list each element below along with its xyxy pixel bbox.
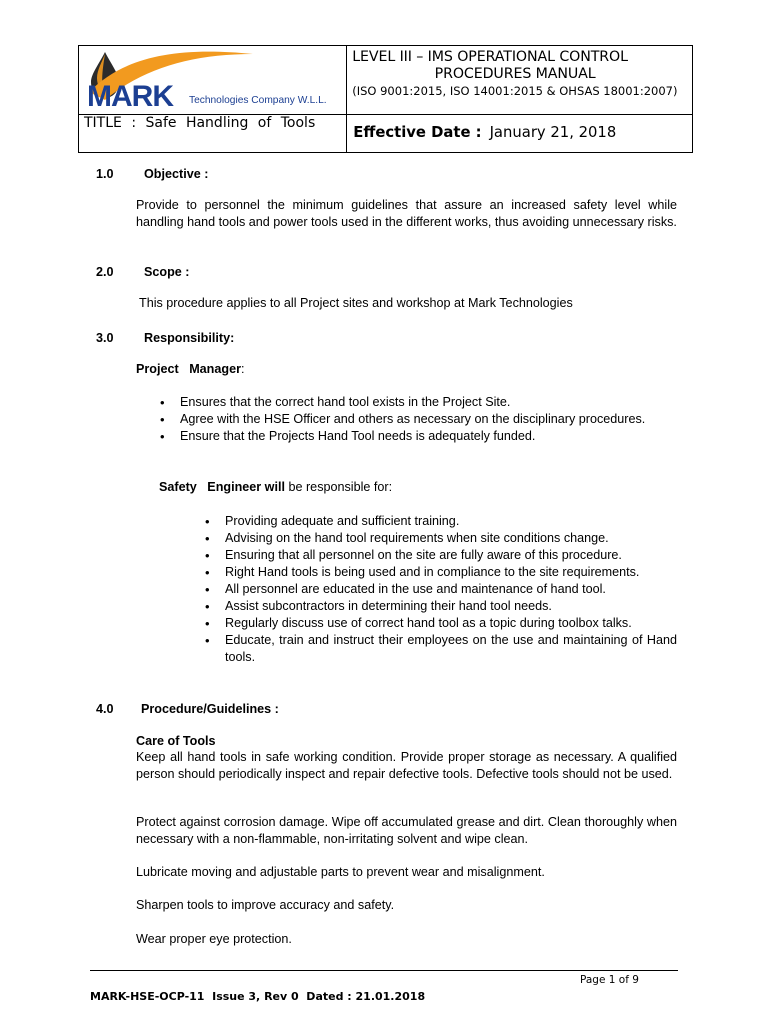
safety-engineer-duties <box>202 513 677 666</box>
document-header-table <box>78 45 693 153</box>
effective-date-label: Effective Date : <box>353 124 482 141</box>
section-title: Responsibility: <box>144 331 235 345</box>
list-item: • Educate, train and instruct their employees on the use and maintaining of Hand tools. <box>202 632 677 666</box>
manual-title-cell <box>347 46 693 115</box>
section-objective-heading <box>96 166 208 183</box>
care-paragraph-1: Keep all hand tools in safe working condition. Provide proper storage as necessary. A qualified person should periodically inspect and repair defective tools. Defective tools should not be used. <box>136 750 677 781</box>
list-item: • Agree with the HSE Officer and others as necessary on the disciplinary procedures. <box>157 411 677 428</box>
footer-divider <box>90 970 678 971</box>
project-manager-duties <box>157 394 677 445</box>
section-procedure-heading <box>96 701 279 718</box>
effective-date-value: January 21, 2018 <box>489 124 617 141</box>
list-item: • All personnel are educated in the use and maintenance of hand tool. <box>202 581 677 598</box>
page-number: Page 1 of 9 <box>580 974 639 986</box>
care-paragraph-4: Sharpen tools to improve accuracy and safety. <box>136 898 395 912</box>
section-number: 4.0 <box>96 702 114 716</box>
section-responsibility-heading <box>96 330 234 347</box>
care-paragraph-3: Lubricate moving and adjustable parts to prevent wear and misalignment. <box>136 865 545 879</box>
safety-engineer-label: Safety Engineer will be responsible for: <box>159 480 393 494</box>
iso-standards: (ISO 9001:2015, ISO 14001:2015 & OHSAS 18001:2007) <box>352 84 678 98</box>
section-title: Objective : <box>144 167 209 181</box>
list-item: • Ensures that the correct hand tool exists in the Project Site. <box>157 394 677 411</box>
section-number: 2.0 <box>96 265 114 279</box>
list-item: • Regularly discuss use of correct hand tool as a topic during toolbox talks. <box>202 615 677 632</box>
document-reference: MARK-HSE-OCP-11 Issue 3, Rev 0 Dated : 21.01.2018 <box>90 990 426 1003</box>
title-cell <box>79 115 347 153</box>
care-of-tools-title: Care of Tools <box>136 734 216 748</box>
section-number: 1.0 <box>96 167 114 181</box>
section-title: Procedure/Guidelines : <box>141 702 279 716</box>
procedure-title: TITLE : Safe Handling of Tools <box>84 115 316 131</box>
section-scope-heading <box>96 264 190 281</box>
scope-text: This procedure applies to all Project sites and workshop at Mark Technologies <box>139 296 573 310</box>
manual-level-line2: PROCEDURES MANUAL <box>434 66 596 82</box>
company-name: Technologies Company W.L.L. <box>189 95 327 106</box>
effective-date-cell <box>347 115 693 153</box>
logo-wordmark: MARK <box>87 80 173 112</box>
manual-level-line1: LEVEL III – IMS OPERATIONAL CONTROL <box>352 49 628 65</box>
objective-text: Provide to personnel the minimum guidelines that assure an increased safety level while handling hand tools and power tools used in the different works, thus avoiding unnecessary risks. <box>136 198 677 229</box>
list-item: • Assist subcontractors in determining their hand tool needs. <box>202 598 677 615</box>
section-number: 3.0 <box>96 331 114 345</box>
care-paragraph-2: Protect against corrosion damage. Wipe off accumulated grease and dirt. Clean thoroughly when necessary with a non-flammable, non-irritating solvent and wipe clean. <box>136 815 677 846</box>
list-item: • Providing adequate and sufficient training. <box>202 513 677 530</box>
logo-cell <box>79 46 347 115</box>
list-item: • Right Hand tools is being used and in compliance to the site requirements. <box>202 564 677 581</box>
section-title: Scope : <box>144 265 190 279</box>
list-item: • Ensure that the Projects Hand Tool needs is adequately funded. <box>157 428 677 445</box>
list-item: • Advising on the hand tool requirements when site conditions change. <box>202 530 677 547</box>
list-item: • Ensuring that all personnel on the site are fully aware of this procedure. <box>202 547 677 564</box>
project-manager-label: Project Manager: <box>136 362 245 376</box>
care-paragraph-5: Wear proper eye protection. <box>136 932 292 946</box>
